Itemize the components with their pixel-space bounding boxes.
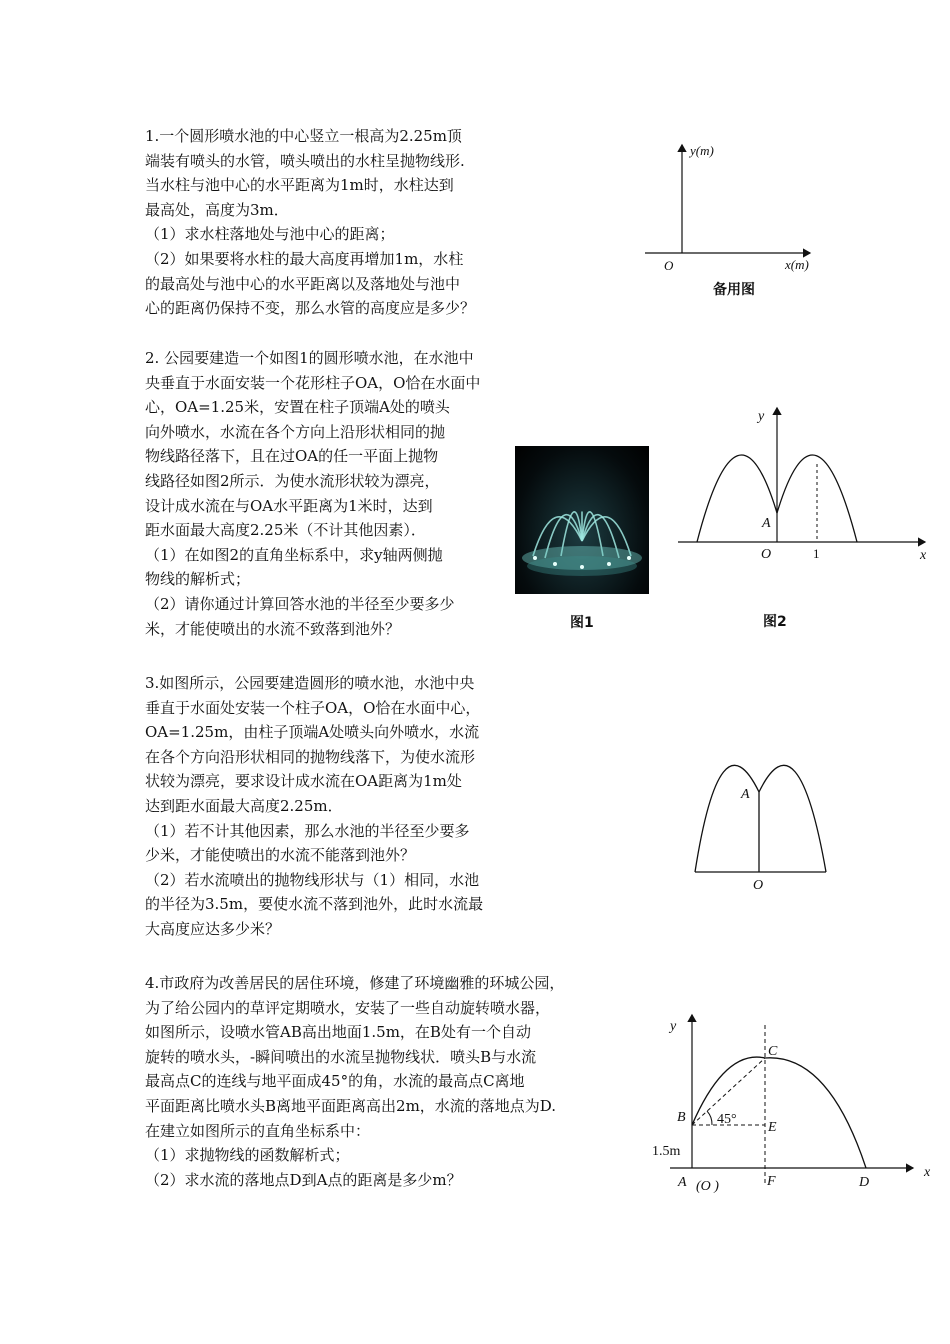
- origin-label: O: [761, 547, 772, 562]
- problem-line: 的最高处与池中心的水平距离以及落地处与池中: [145, 274, 461, 293]
- problem-line: （2）若水流喷出的抛物线形状与（1）相同，水池: [145, 870, 480, 889]
- problem-line: 在建立如图所示的直角坐标系中：: [145, 1121, 371, 1140]
- origin-label: (O ): [696, 1179, 719, 1194]
- problem-line: （2）请你通过计算回答水池的半径至少要多少: [145, 594, 455, 613]
- fountain-photo: [515, 446, 649, 594]
- problem-line: 少米，才能使喷出的水流不能落到池外？: [145, 846, 416, 865]
- figure-3-fountain-diagram: [690, 750, 835, 895]
- problem-line: 米，才能使喷出的水流不致落到池外？: [145, 619, 401, 638]
- problem-line: 物线路径落下，且在过OA的任一平面上抛物: [145, 447, 439, 466]
- problem-line: （2）求水流的落地点D到A点的距离是多少m？: [145, 1170, 462, 1189]
- problem-line: 最高处，高度为3m．: [145, 200, 289, 219]
- problem-line: 1.一个圆形喷水池的中心竖立一根高为2.25m顶: [145, 127, 462, 145]
- problem-line: （1）求水柱落地处与池中心的距离；: [145, 225, 395, 244]
- problem-line: 央垂直于水面安装一个花形柱子OA，O恰在水面中: [145, 373, 481, 392]
- problem-line: 大高度应达多少米？: [145, 919, 281, 938]
- graph-caption: 图2: [763, 614, 787, 630]
- problem-3: [145, 671, 483, 942]
- point-d-label: D: [859, 1175, 870, 1190]
- problem-4: [145, 971, 564, 1192]
- problem-line: 物线的解析式；: [145, 570, 251, 589]
- origin-label: O: [664, 258, 674, 273]
- problem-line: 端装有喷头的水管，喷头喷出的水柱呈抛物线形.: [145, 151, 465, 170]
- problem-line: 达到距水面最大高度2.25m．: [145, 796, 343, 815]
- problem-line: 旋转的喷水头，-瞬间喷出的水流呈抛物线状．喷头B与水流: [145, 1047, 537, 1066]
- problem-line: 在各个方向沿形状相同的抛物线落下，为使水流形: [145, 747, 476, 766]
- problem-line: 距水面最大高度2.25米（不计其他因素）．: [145, 521, 426, 540]
- figure-1-blank-axes: [640, 135, 820, 305]
- problem-line: （2）如果要将水柱的最大高度再增加1m，水柱: [145, 249, 464, 268]
- point-c-label: C: [768, 1044, 778, 1059]
- problem-line: 4.市政府为改善居民的居住环境，修建了环境幽雅的环城公园，: [145, 974, 565, 992]
- problem-line: 平面距离比喷水头B离地平面距离高出2m，水流的落地点为D.: [145, 1096, 557, 1115]
- y-axis-label: y: [670, 1019, 677, 1034]
- point-a-label: A: [762, 516, 771, 531]
- point-b-label: B: [677, 1110, 686, 1125]
- x-axis-label: x: [924, 1165, 931, 1180]
- figure-caption: 备用图: [713, 282, 755, 298]
- problem-line: 设计成水流在与OA水平距离为1米时，达到: [145, 496, 433, 515]
- height-label: 1.5m: [652, 1144, 681, 1159]
- problem-line: 心，OA=1.25米，安置在柱子顶端A处的喷头: [145, 398, 450, 417]
- problem-line: 心的距离仍保持不变，那么水管的高度应是多少？: [145, 299, 476, 318]
- point-e-label: E: [768, 1120, 777, 1135]
- x-axis-label: x(m): [785, 257, 809, 272]
- problem-1: [145, 124, 475, 321]
- problem-line: 3.如图所示，公园要建造圆形的喷水池，水池中央: [145, 674, 475, 692]
- problem-line: 状较为漂亮，要求设计成水流在OA距离为1m处: [145, 772, 462, 791]
- angle-label: 45°: [717, 1112, 737, 1127]
- y-axis-label: y: [758, 409, 765, 424]
- problem-line: 最高点C的连线与地平面成45°的角，水流的最高点C离地: [145, 1072, 525, 1091]
- tick-label: 1: [813, 546, 820, 561]
- x-axis-label: x: [920, 548, 927, 563]
- problem-line: 的半径为3.5m，要使水流不落到池外，此时水流最: [145, 895, 484, 914]
- problem-line: （1）求抛物线的函数解析式；: [145, 1146, 350, 1165]
- figure-2-graph: [670, 400, 940, 640]
- problem-line: 如图所示，设喷水管AB高出地面1.5m，在B处有一个自动: [145, 1023, 531, 1042]
- problem-line: 2. 公园要建造一个如图1的圆形喷水池，在水池中: [145, 349, 474, 367]
- problem-line: OA=1.25m，由柱子顶端A处喷头向外喷水，水流: [145, 723, 480, 742]
- photo-caption: 图1: [570, 615, 594, 631]
- problem-line: 垂直于水面处安装一个柱子OA，O恰在水面中心，: [145, 698, 481, 717]
- figure-4-sprinkler-graph: [650, 1005, 945, 1205]
- problem-2: [145, 346, 480, 641]
- problem-line: 向外喷水，水流在各个方向上沿形状相同的抛: [145, 422, 446, 441]
- origin-label: O: [753, 878, 764, 893]
- problem-line: 当水柱与池中心的水平距离为1m时，水柱达到: [145, 176, 454, 195]
- point-a-label: A: [678, 1175, 687, 1190]
- point-a-label: A: [741, 787, 750, 802]
- problem-line: 为了给公园内的草评定期喷水，安装了一些自动旋转喷水器，: [145, 998, 551, 1017]
- problem-line: （1）若不计其他因素，那么水池的半径至少要多: [145, 821, 470, 840]
- problem-line: （1）在如图2的直角坐标系中，求y轴两侧抛: [145, 545, 443, 564]
- y-axis-label: y(m): [690, 143, 714, 158]
- point-f-label: F: [767, 1174, 776, 1189]
- problem-line: 线路径如图2所示．为使水流形状较为漂亮，: [145, 471, 440, 490]
